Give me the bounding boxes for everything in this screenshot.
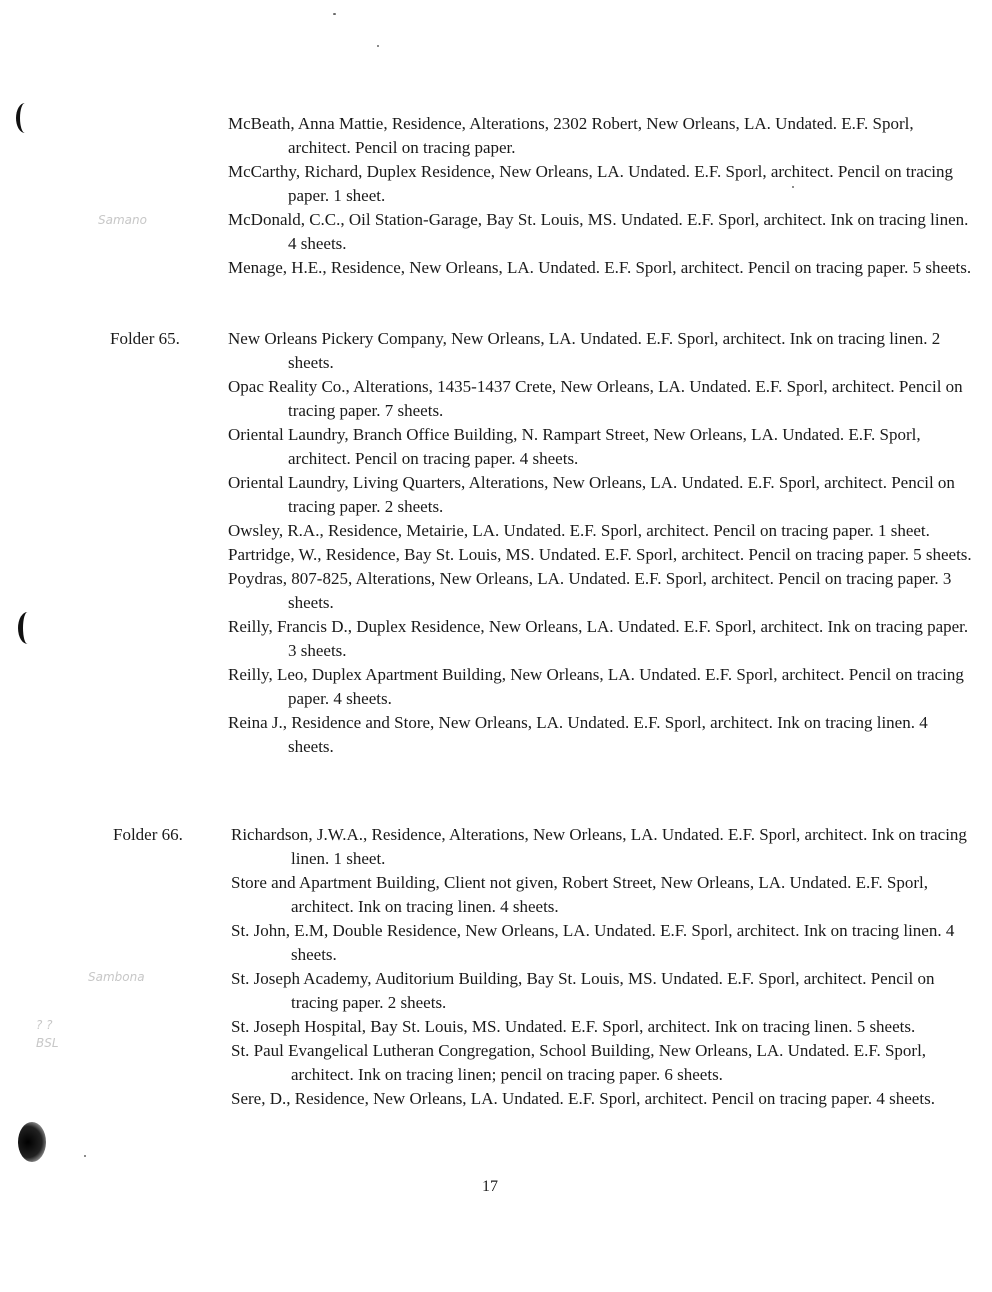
list-item: Richardson, J.W.A., Residence, Alterations, New Orleans, LA. Undated. E.F. Sporl, architect. Ink on tracing linen. 1 sheet. [231, 825, 967, 868]
list-item: Reilly, Leo, Duplex Apartment Building, New Orleans, LA. Undated. E.F. Sporl, architect. Pencil on tracing paper. 4 sheets. [228, 665, 964, 708]
list-item: Reina J., Residence and Store, New Orleans, LA. Undated. E.F. Sporl, architect. Ink on tracing linen. 4 sheets. [228, 713, 928, 756]
list-item: Sere, D., Residence, New Orleans, LA. Undated. E.F. Sporl, architect. Pencil on tracing paper. 4 sheets. [231, 1089, 935, 1108]
folder-label: Folder 66. [113, 825, 183, 844]
list-item: McCarthy, Richard, Duplex Residence, New Orleans, LA. Undated. E.F. Sporl, architect. Pencil on tracing paper. 1 sheet. [228, 162, 954, 205]
entry-list [228, 112, 973, 280]
list-item: New Orleans Pickery Company, New Orleans, LA. Undated. E.F. Sporl, architect. Ink on tracing linen. 2 sheets. [228, 329, 941, 372]
margin-note: ? ? [36, 1018, 53, 1032]
scan-speck [377, 45, 379, 47]
margin-note: Samano [98, 213, 147, 227]
margin-note: Sambona [88, 970, 145, 984]
list-item: Store and Apartment Building, Client not given, Robert Street, New Orleans, LA. Undated. E.F. Sporl, architect. Ink on tracing linen. 4 sheets. [231, 873, 928, 916]
entry-list [228, 327, 973, 759]
list-item: McDonald, C.C., Oil Station-Garage, Bay St. Louis, MS. Undated. E.F. Sporl, architect. Ink on tracing linen. 4 sheets. [228, 210, 969, 253]
margin-note: BSL [36, 1036, 59, 1050]
scan-speck [84, 1155, 86, 1157]
list-item: Menage, H.E., Residence, New Orleans, LA. Undated. E.F. Sporl, architect. Pencil on tracing paper. 5 sheets. [228, 258, 972, 277]
list-item: Partridge, W., Residence, Bay St. Louis, MS. Undated. E.F. Sporl, architect. Pencil on tracing paper. 5 sheets. [228, 545, 972, 564]
binding-hole-mark [18, 612, 37, 644]
list-item: St. Joseph Hospital, Bay St. Louis, MS. Undated. E.F. Sporl, architect. Ink on tracing linen. 5 sheets. [231, 1017, 916, 1036]
list-item: Oriental Laundry, Branch Office Building, N. Rampart Street, New Orleans, LA. Undated. E.F. Sporl, architect. Pencil on tracing paper. 4 sheets. [228, 425, 921, 468]
entry-list [231, 823, 976, 1111]
list-item: St. Paul Evangelical Lutheran Congregation, School Building, New Orleans, LA. Undated. E.F. Sporl, architect. Ink on tracing linen; pencil on tracing paper. 6 sheets. [231, 1041, 927, 1084]
list-item: Owsley, R.A., Residence, Metairie, LA. Undated. E.F. Sporl, architect. Pencil on tracing paper. 1 sheet. [228, 521, 930, 540]
binding-hole-mark [18, 1122, 46, 1162]
folder-label: Folder 65. [110, 329, 180, 348]
list-item: Oriental Laundry, Living Quarters, Alterations, New Orleans, LA. Undated. E.F. Sporl, architect. Pencil on tracing paper. 2 sheets. [228, 473, 955, 516]
scan-speck [333, 13, 336, 15]
list-item: Opac Reality Co., Alterations, 1435-1437 Crete, New Orleans, LA. Undated. E.F. Sporl, architect. Pencil on tracing paper. 7 sheets. [228, 377, 963, 420]
binding-hole-mark [16, 103, 34, 133]
list-item: McBeath, Anna Mattie, Residence, Alterations, 2302 Robert, New Orleans, LA. Undated. E.F. Sporl, architect. Pencil on tracing paper. [228, 114, 914, 157]
list-item: St. John, E.M, Double Residence, New Orleans, LA. Undated. E.F. Sporl, architect. Ink on tracing linen. 4 sheets. [231, 921, 955, 964]
list-item: Reilly, Francis D., Duplex Residence, New Orleans, LA. Undated. E.F. Sporl, architect. Ink on tracing paper. 3 sheets. [228, 617, 969, 660]
page-number: 17 [482, 1178, 498, 1195]
list-item: Poydras, 807-825, Alterations, New Orleans, LA. Undated. E.F. Sporl, architect. Pencil on tracing paper. 3 sheets. [228, 569, 952, 612]
list-item: St. Joseph Academy, Auditorium Building, Bay St. Louis, MS. Undated. E.F. Sporl, architect. Pencil on tracing paper. 2 sheets. [231, 969, 935, 1012]
